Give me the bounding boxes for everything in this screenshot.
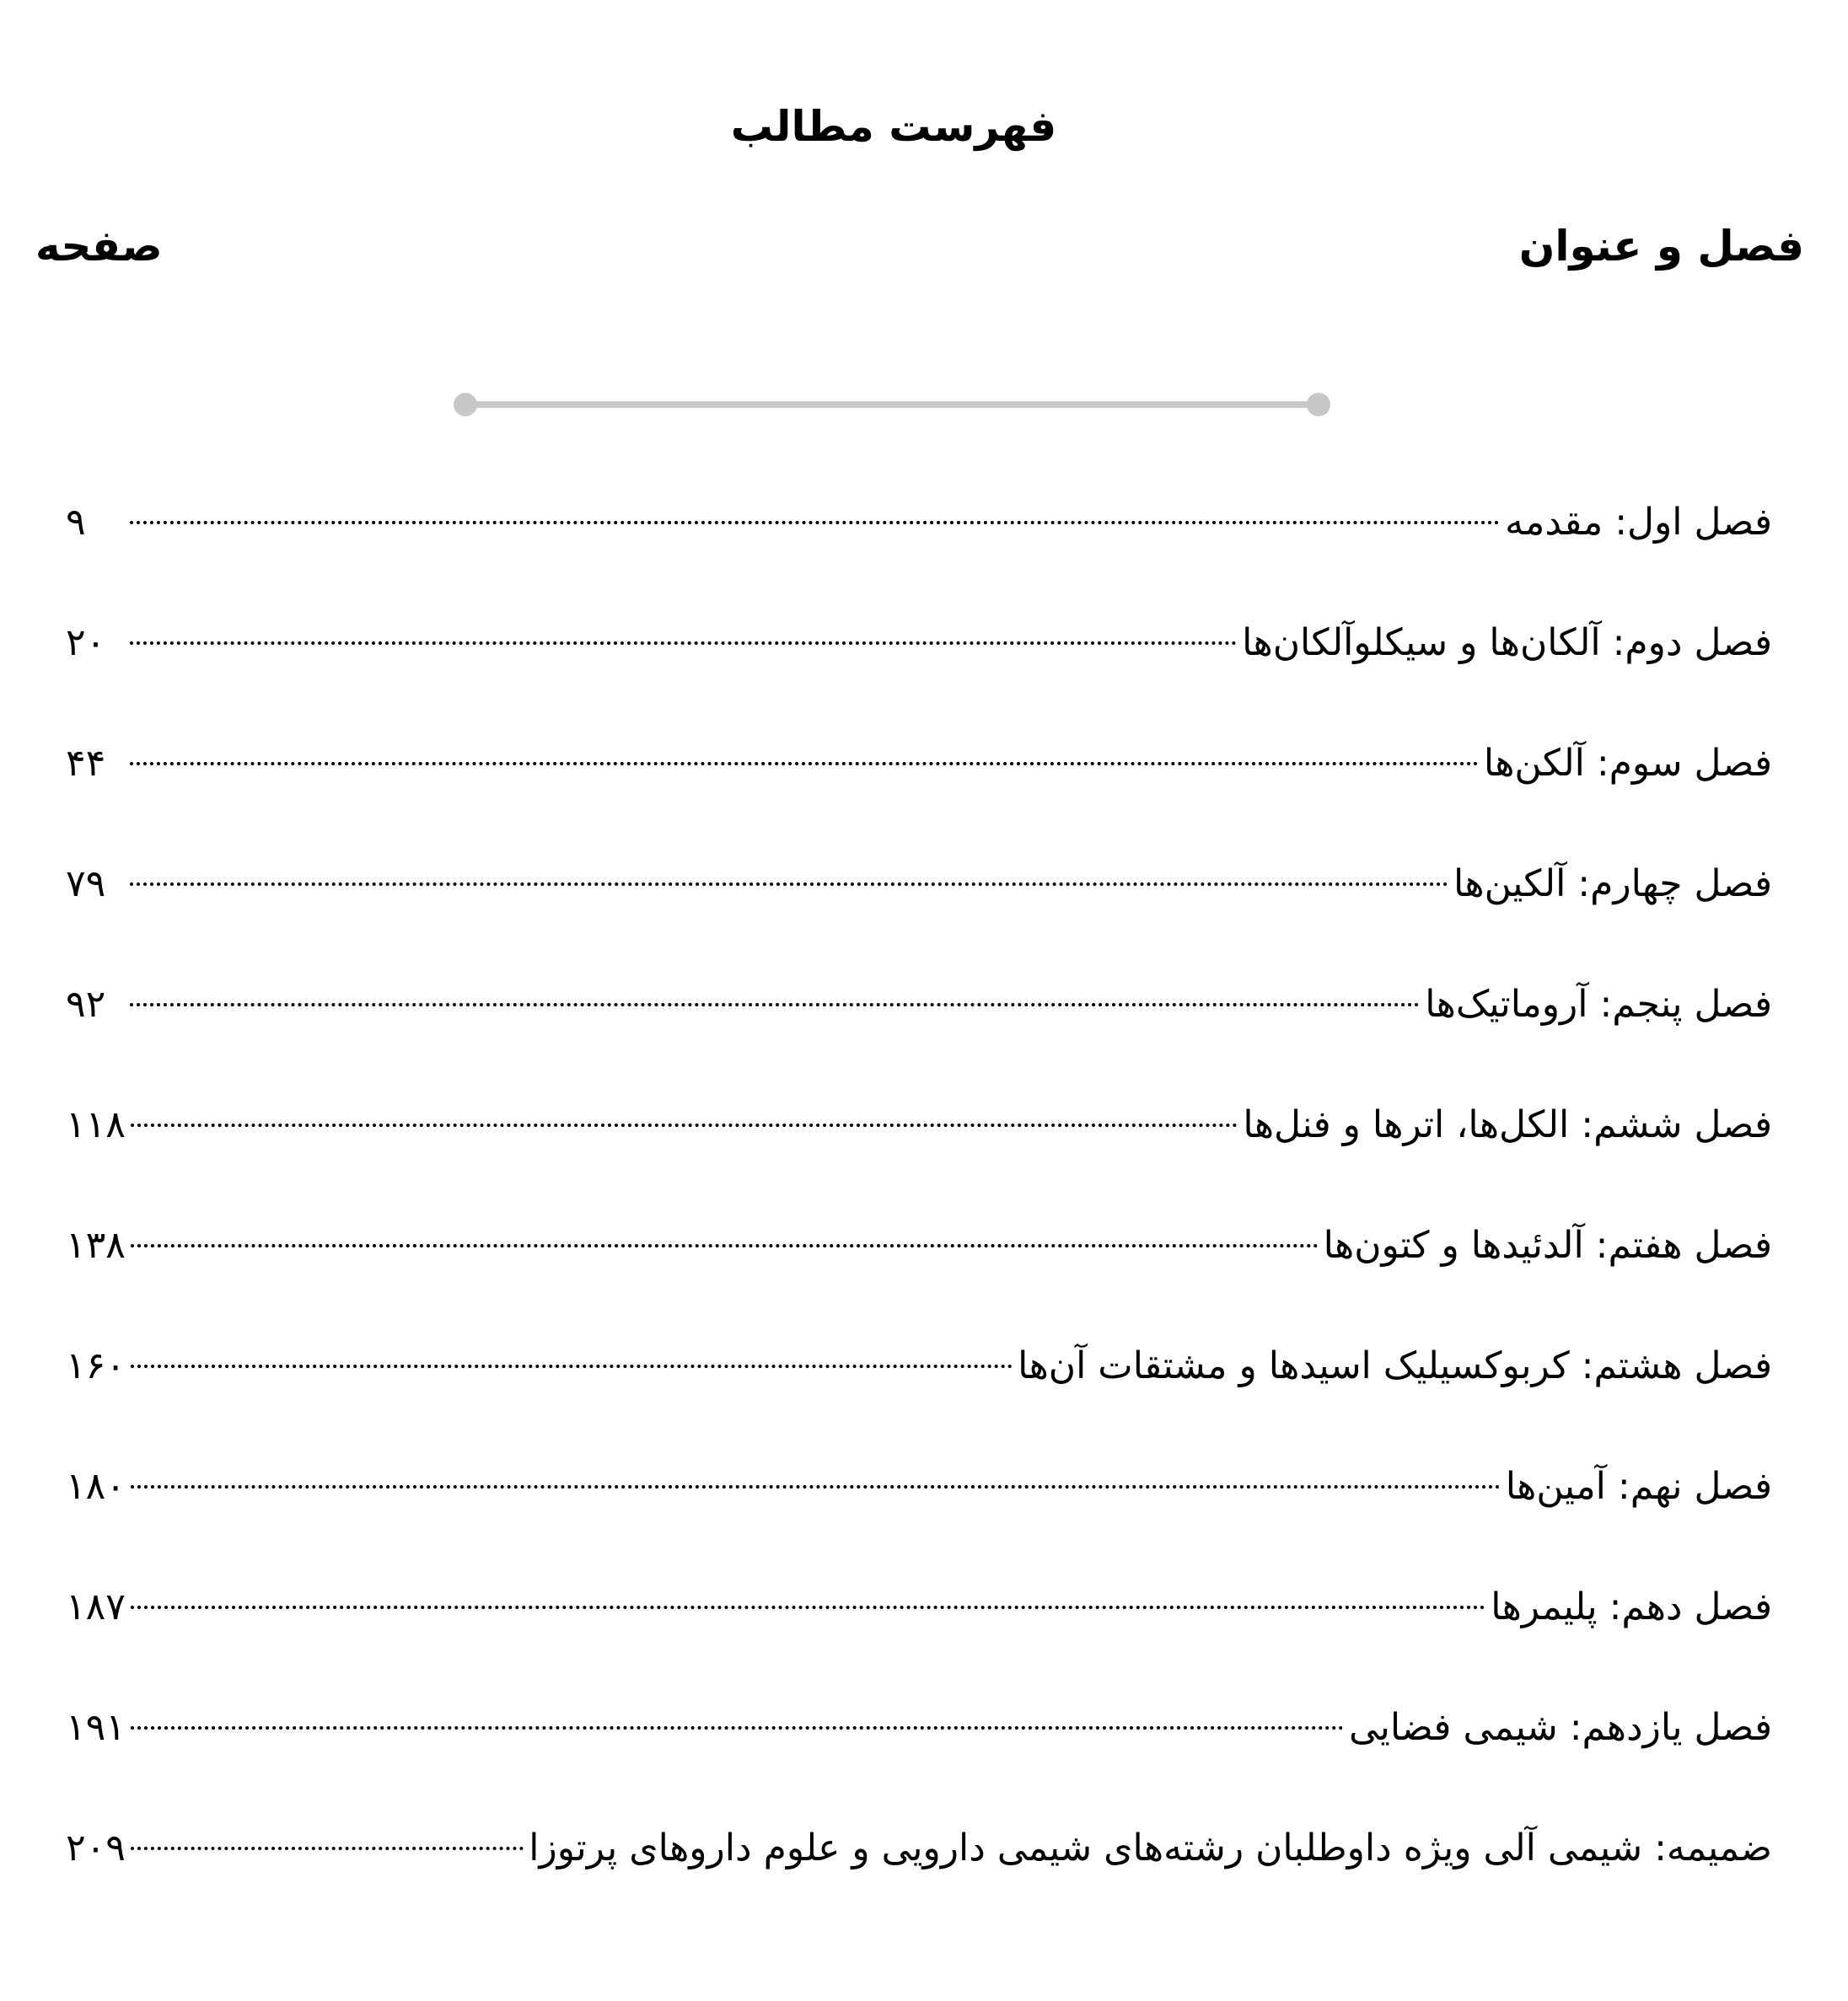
leader-dots [130, 521, 1500, 524]
toc-entry-page: ۹ [66, 501, 86, 544]
toc-entry-page: ۱۸۰ [66, 1465, 126, 1508]
toc-entry-title: فصل اول: مقدمه [1505, 501, 1772, 544]
toc-entry-title: فصل دوم: آلکان‌ها و سیکلوآلکان‌ها [1242, 621, 1772, 664]
toc-entry-title: فصل نهم: آمین‌ها [1505, 1465, 1772, 1508]
leader-dots [131, 1847, 524, 1850]
toc-entry[interactable] [66, 601, 1772, 722]
toc-entry[interactable] [66, 1806, 1772, 1927]
toc-entry[interactable] [66, 1445, 1772, 1565]
leader-dots [131, 1365, 1013, 1368]
leader-dots [131, 1606, 1485, 1609]
toc-entry-page: ۲۰ [66, 621, 106, 664]
leader-dots [131, 1485, 1501, 1489]
toc-entry[interactable] [66, 963, 1772, 1083]
toc-entry-page: ۷۹ [66, 862, 106, 905]
toc-entry-page: ۱۹۱ [66, 1706, 126, 1749]
toc-entry-page: ۱۶۰ [66, 1344, 126, 1387]
toc-entry-page: ۱۱۸ [66, 1103, 126, 1146]
toc-entry-page: ۴۴ [66, 742, 106, 785]
toc-entry-title: فصل چهارم: آلکین‌ها [1453, 862, 1772, 905]
page-title: فهرست مطالب [730, 102, 1057, 151]
toc-entry-title: فصل سوم: آلکن‌ها [1483, 742, 1772, 785]
leader-dots [130, 1003, 1420, 1006]
toc-entry[interactable] [66, 1686, 1772, 1806]
toc-entry-title: فصل دهم: پلیمرها [1491, 1585, 1772, 1628]
toc-entry[interactable] [66, 1324, 1772, 1445]
toc-entry-title: فصل هشتم: کربوکسیلیک اسیدها و مشتقات آن‌ها [1018, 1344, 1772, 1387]
toc-entry[interactable] [66, 1083, 1772, 1204]
toc-entry[interactable] [66, 1204, 1772, 1324]
toc-entry[interactable] [66, 1565, 1772, 1686]
toc-entry-title: ضمیمه: شیمی آلی ویژه داوطلبان رشته‌های شیمی دارویی و علوم داروهای پرتوزا [529, 1827, 1772, 1870]
leader-dots [131, 1124, 1238, 1127]
header-chapter-title: فصل و عنوان [1518, 222, 1804, 271]
toc-entry-title: فصل هفتم: آلدئیدها و کتون‌ها [1323, 1224, 1772, 1267]
leader-dots [130, 641, 1237, 645]
leader-dots [130, 762, 1479, 765]
toc-list [66, 480, 1772, 1927]
toc-entry[interactable] [66, 842, 1772, 963]
toc-entry-page: ۱۸۷ [66, 1585, 126, 1628]
toc-entry-page: ۱۳۸ [66, 1224, 126, 1267]
toc-entry-title: فصل پنجم: آروماتیک‌ها [1425, 983, 1772, 1026]
toc-entry[interactable] [66, 722, 1772, 842]
leader-dots [131, 1726, 1344, 1730]
leader-dots [131, 1244, 1319, 1247]
toc-entry[interactable] [66, 480, 1772, 601]
toc-entry-title: فصل ششم: الکل‌ها، اترها و فنل‌ها [1243, 1103, 1772, 1146]
toc-entry-page: ۲۰۹ [66, 1827, 126, 1870]
leader-dots [130, 882, 1448, 886]
decorative-divider [454, 388, 1330, 421]
header-page: صفحه [35, 222, 163, 271]
toc-entry-page: ۹۲ [66, 983, 106, 1026]
toc-entry-title: فصل یازدهم: شیمی فضایی [1348, 1706, 1772, 1749]
